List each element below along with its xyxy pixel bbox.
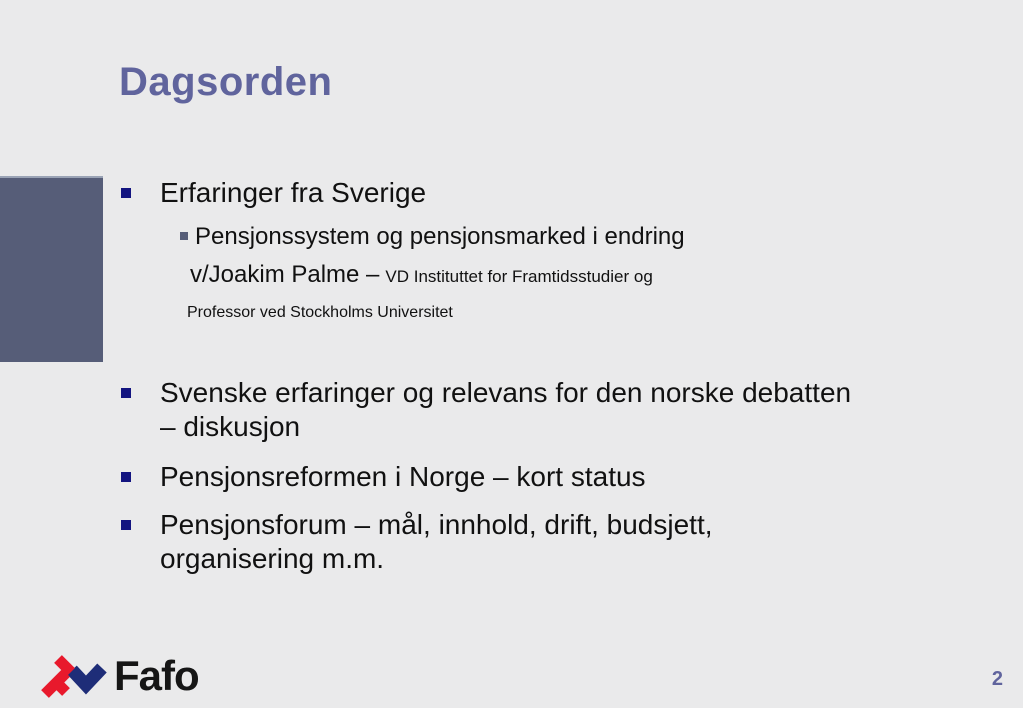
speaker-title: VD Instituttet for Framtidsstudier og bbox=[385, 267, 653, 286]
fafo-logo bbox=[38, 649, 199, 703]
bullet-square-icon bbox=[121, 520, 131, 530]
bullet-square-icon bbox=[121, 188, 131, 198]
sub-bullet-label: Pensjonssystem og pensjonsmarked i endring bbox=[195, 223, 685, 250]
fafo-logo-text: Fafo bbox=[114, 652, 199, 699]
slide-content bbox=[120, 176, 860, 576]
bullet-item-3 bbox=[120, 460, 860, 494]
bullet-item-4 bbox=[120, 508, 860, 576]
sub-bullet-square-icon bbox=[180, 232, 188, 240]
bullet-item-1-label: Erfaringer fra Sverige bbox=[160, 177, 427, 208]
speaker-name: v/Joakim Palme – bbox=[190, 261, 380, 288]
bullet-item-4-label: Pensjonsforum – mål, innhold, drift, budsjett, organisering m.m. bbox=[160, 509, 713, 574]
speaker-detail-line: Professor ved Stockholms Universitet bbox=[187, 304, 453, 321]
sub-bullet-item bbox=[120, 222, 860, 252]
bullet-item-1 bbox=[120, 176, 860, 210]
page-number: 2 bbox=[991, 668, 1003, 690]
speaker-line bbox=[120, 260, 860, 292]
fafo-logo-icon bbox=[38, 649, 108, 703]
bullet-square-icon bbox=[121, 388, 131, 398]
bullet-item-3-label: Pensjonsreformen i Norge – kort status bbox=[160, 461, 646, 492]
slide-title: Dagsorden bbox=[119, 60, 333, 104]
bullet-item-2-label: Svenske erfaringer og relevans for den norske debatten – diskusjon bbox=[160, 377, 852, 442]
bullet-item-2 bbox=[120, 376, 860, 444]
bullet-square-icon bbox=[121, 472, 131, 482]
left-accent-rectangle bbox=[0, 176, 103, 362]
